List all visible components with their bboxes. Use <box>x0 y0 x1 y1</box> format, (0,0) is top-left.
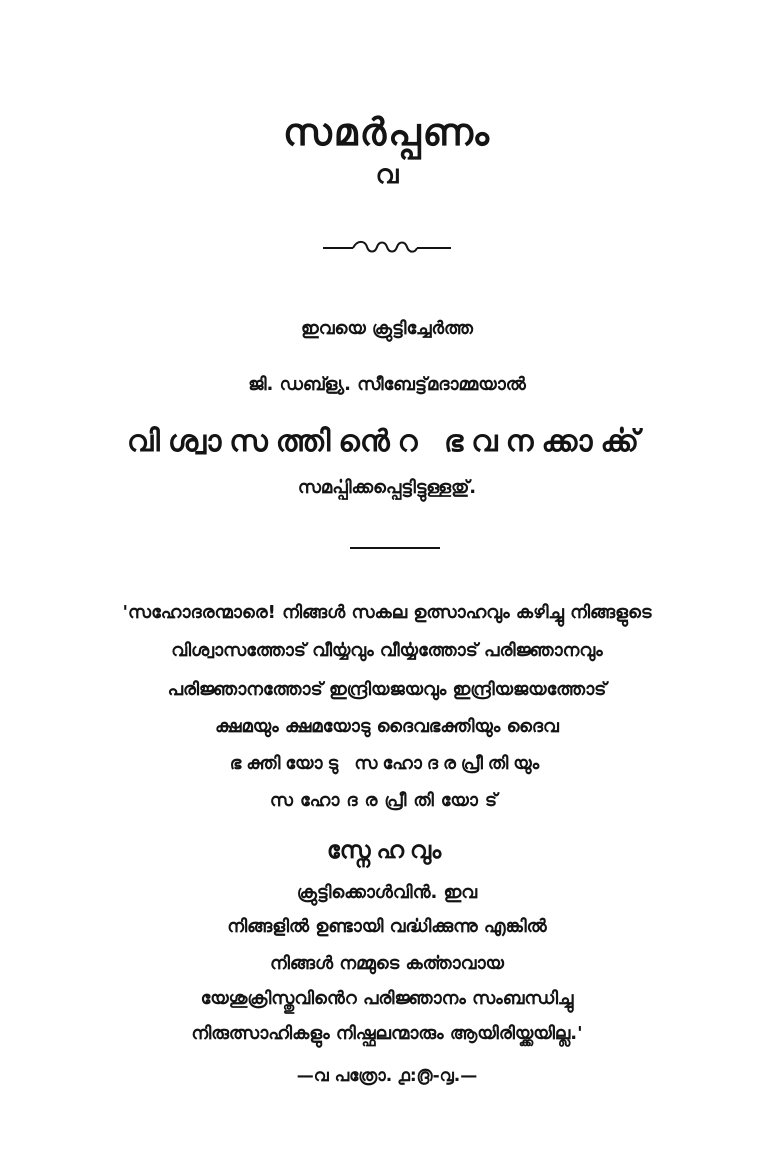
quote-line: ക്രുട്ടിക്കൊൾവിൻ. ഇവ <box>296 882 478 903</box>
quote-line: ഭക്തിയോടു സഹോദരപ്രീതിയും <box>229 753 545 774</box>
quote-line: വിശ്വാസത്തോട് വീൎയ്യവും വീൎയ്യത്തോട് പരിജ്ഞാനവും <box>171 640 603 661</box>
divider-rule <box>350 547 440 549</box>
quote-line: സഹോദരപ്രീതിയോട് <box>269 790 505 811</box>
dedication-line-1: ഇവയെ ക്രുട്ടിച്ചേർത്ത <box>301 318 473 339</box>
dedication-line-3: വിശ്വാസത്തിൻെറ ഭവനക്കാൎക്ക് <box>127 424 647 459</box>
scripture-reference: —വ പത്രോ. ൧:൫-൮.— <box>296 1066 478 1086</box>
ornament-row <box>0 236 774 257</box>
quote-line: യേശുക്രിസ്തുവിൻെറ പരിജ്ഞാനം സംബന്ധിച്ചു <box>200 988 574 1009</box>
quote-line: ക്ഷമയും ക്ഷമയോടു ദൈവഭക്തിയും ദൈവ <box>215 716 559 737</box>
quote-line: 'സഹോദരന്മാരെ! നിങ്ങൾ സകല ഉത്സാഹവും കഴിച്ചു നിങ്ങളുടെ <box>122 602 652 623</box>
quote-line: സ്നേഹവും <box>326 836 448 864</box>
quote-line: പരിജ്ഞാനത്തോട് ഇന്ദ്രിയജയവും ഇന്ദ്രിയജയത്തോട് <box>167 679 607 700</box>
decorative-flourish-icon <box>321 237 453 257</box>
dedication-line-2: ജി. ഡബ്ള്യ. സീബേട്ട്‌മദാമ്മയാൽ <box>248 374 526 395</box>
quote-line: നിങ്ങളിൽ ഉണ്ടായി വൎദ്ധിക്കുന്നു എങ്കിൽ <box>227 916 547 937</box>
page-title: സമർപ്പണം <box>283 110 491 154</box>
quote-line: നിങ്ങൾ നമ്മുടെ കൎത്താവായ <box>270 953 504 974</box>
dedication-line-4: സമൎപ്പിക്കപ്പെട്ടിട്ടുള്ളതു്. <box>297 477 477 498</box>
quote-line: നിരുത്സാഹികളും നിഷ്ഫലന്മാരും ആയിരിയ്ക്കയില്ല.' <box>191 1023 583 1044</box>
page-subtitle: വ <box>375 160 399 190</box>
